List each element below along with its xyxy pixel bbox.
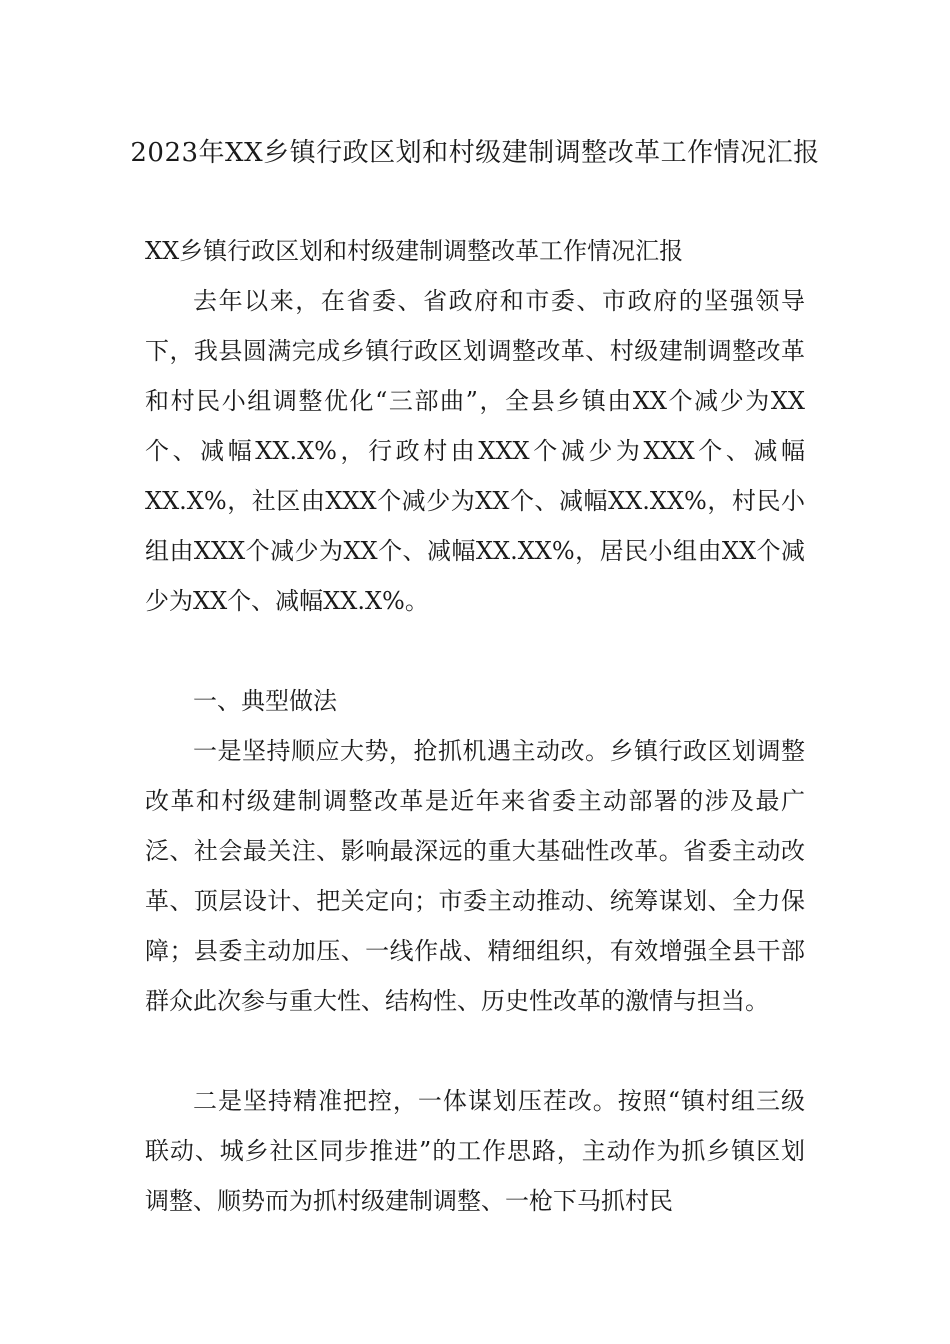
section-heading: 一、典型做法	[193, 687, 337, 715]
intro-paragraph: 去年以来，在省委、省政府和市委、市政府的坚强领导下，我县圆满完成乡镇行政区划调整改革、村级建制调整改革和村民小组调整优化“三部曲”，全县乡镇由XX个减少为XX个、减幅XX.X%，行政村由XXX个减少为XXX个、减幅XX.X%，社区由XXX个减少为XX个、减幅XX.XX%，村民小组由XXX个减少为XX个、减幅XX.XX%，居民小组由XX个减少为XX个、减幅XX.X%。	[145, 287, 805, 615]
document-title: 2023年XX乡镇行政区划和村级建制调整改革工作情况汇报	[130, 138, 820, 168]
body-paragraph: 一是坚持顺应大势，抢抓机遇主动改。乡镇行政区划调整改革和村级建制调整改革是近年来省委主动部署的涉及最广泛、社会最关注、影响最深远的重大基础性改革。省委主动改革、顶层设计、把关定向；市委主动推动、统筹谋划、全力保障；县委主动加压、一线作战、精细组织，有效增强全县干部群众此次参与重大性、结构性、历史性改革的激情与担当。	[145, 737, 805, 1015]
body-paragraph: 二是坚持精准把控，一体谋划压茬改。按照“镇村组三级联动、城乡社区同步推进”的工作思路，主动作为抓乡镇区划调整、顺势而为抓村级建制调整、一枪下马抓村民	[145, 1087, 805, 1215]
document-subtitle: XX乡镇行政区划和村级建制调整改革工作情况汇报	[145, 237, 684, 265]
